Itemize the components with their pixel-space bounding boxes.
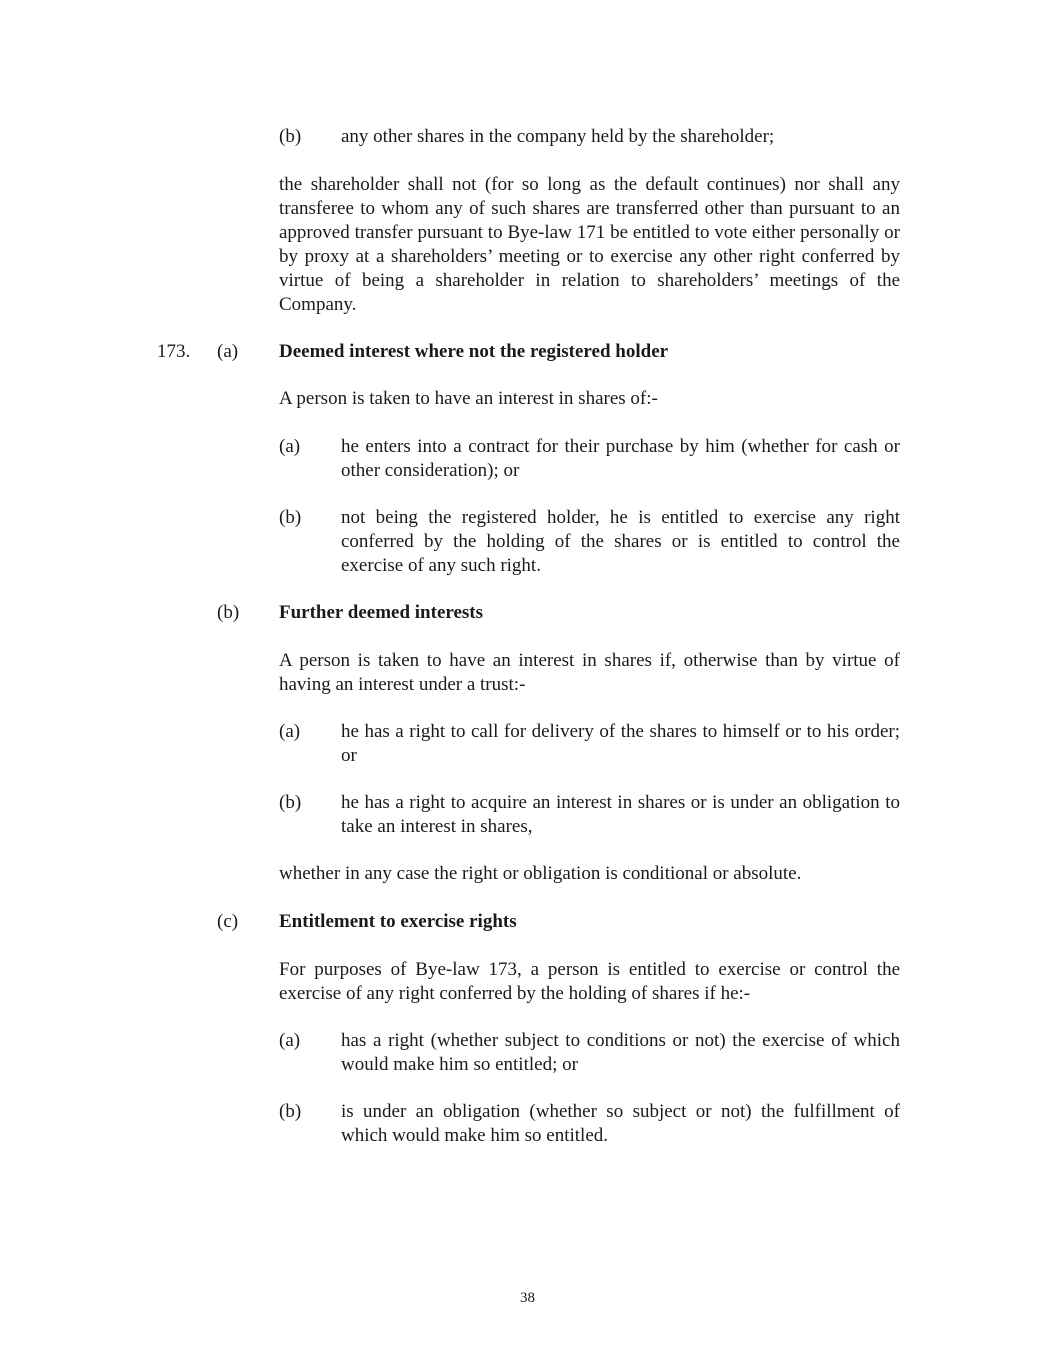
page-number: 38: [520, 1290, 535, 1306]
item-text: he enters into a contract for their purchase by him (whether for cash or other consideration); or: [341, 436, 900, 481]
item-marker: (a): [279, 436, 301, 457]
subsection-b-marker: (b): [217, 602, 240, 623]
subsection-b-closing: whether in any case the right or obligation is conditional or absolute.: [279, 863, 802, 884]
item-marker: (b): [279, 792, 302, 813]
subsection-c-lead: For purposes of Bye-law 173, a person is entitled to exercise or control the exercise of any right conferred by the holding of shares if he:-: [279, 959, 900, 1004]
item-text: any other shares in the company held by the shareholder;: [341, 126, 775, 147]
subsection-c-marker: (c): [217, 911, 239, 932]
item-text: is under an obligation (whether so subject or not) the fulfillment of which would make him so entitled.: [341, 1101, 900, 1146]
item-marker: (a): [279, 1030, 301, 1051]
item-text: he has a right to acquire an interest in shares or is under an obligation to take an interest in shares,: [341, 792, 900, 837]
item-marker: (b): [279, 507, 302, 528]
subsection-a-marker: (a): [217, 341, 239, 362]
subsection-a-heading: Deemed interest where not the registered holder: [279, 341, 669, 362]
subsection-c-heading: Entitlement to exercise rights: [279, 911, 517, 932]
intro-paragraph: the shareholder shall not (for so long as the default continues) nor shall any transferee to whom any of such shares are transferred other than pursuant to an approved transfer pursuant to Bye-law 171 be entitled to vote either personally or by proxy at a shareholders’ meeting or to exercise any other right conferred by virtue of being a shareholder in relation to shareholders’ meetings of the Company.: [279, 174, 900, 315]
section-number: 173.: [157, 341, 191, 362]
item-marker: (a): [279, 721, 301, 742]
item-marker: (b): [279, 1101, 302, 1122]
subsection-b-heading: Further deemed interests: [279, 602, 484, 623]
subsection-b-lead: A person is taken to have an interest in shares if, otherwise than by virtue of having an interest under a trust:-: [279, 650, 900, 695]
item-text: has a right (whether subject to conditions or not) the exercise of which would make him so entitled; or: [341, 1030, 900, 1075]
subsection-a-lead: A person is taken to have an interest in shares of:-: [279, 388, 658, 409]
item-text: he has a right to call for delivery of the shares to himself or to his order; or: [341, 721, 900, 766]
item-text: not being the registered holder, he is entitled to exercise any right conferred by the holding of the shares or is entitled to control the exercise of any such right.: [341, 507, 900, 576]
item-marker: (b): [279, 126, 302, 147]
